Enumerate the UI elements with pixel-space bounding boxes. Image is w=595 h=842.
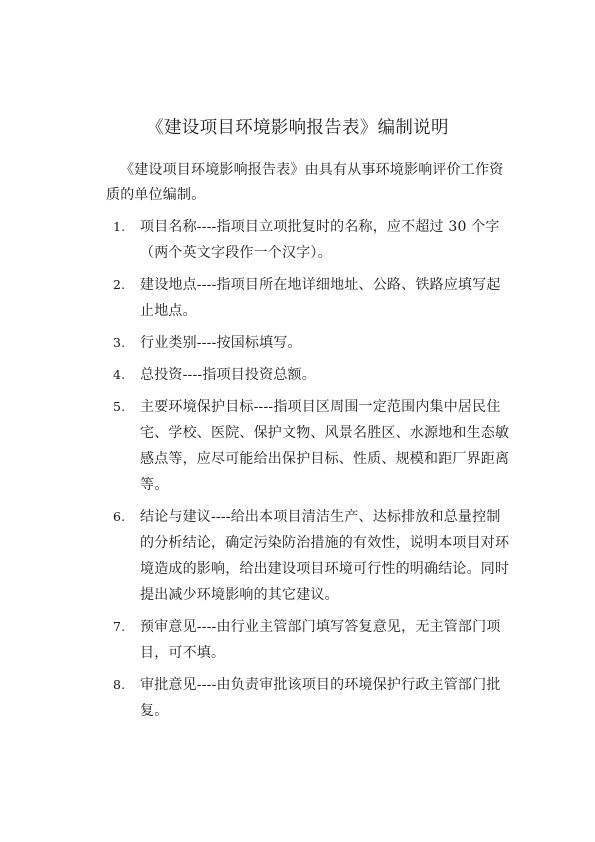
item-text: 预审意见----由行业主管部门填写答复意见，无主管部门项目，可不填。 [140,619,501,661]
item-number: 6. [113,509,126,524]
item-number: 1. [113,219,126,234]
instruction-list [113,214,513,724]
list-item [113,614,513,666]
list-item [113,330,513,356]
item-number: 4. [113,367,126,382]
list-item [113,504,513,608]
item-number: 5. [113,399,126,414]
item-text: 审批意见----由负责审批该项目的环境保护行政主管部门批复。 [140,677,501,719]
list-item [113,214,513,266]
item-text: 建设地点----指项目所在地详细地址、公路、铁路应填写起止地点。 [140,277,501,319]
item-number: 3. [113,335,126,350]
item-text: 总投资----指项目投资总额。 [140,367,316,383]
document-title: 《建设项目环境影响报告表》编制说明 [146,118,449,138]
list-item [113,672,513,724]
list-item [113,394,513,498]
item-number: 7. [113,619,126,634]
item-text: 项目名称----指项目立项批复时的名称，应不超过 30 个字（两个英文字段作一个汉字）。 [140,219,500,261]
item-text: 行业类别----按国标填写。 [140,335,302,351]
item-number: 8. [113,677,126,692]
item-number: 2. [113,277,126,292]
list-item [113,362,513,388]
item-text: 主要环境保护目标----指项目区周围一定范围内集中居民住宅、学校、医院、保护文物、风景名胜区、水源地和生态敏感点等，应尽可能给出保护目标、性质、规模和距厂界距离等。 [140,399,510,493]
item-text: 结论与建议----给出本项目清洁生产、达标排放和总量控制的分析结论，确定污染防治措施的有效性，说明本项目对环境造成的影响，给出建设项目环境可行性的明确结论。同时提出减少环境影响的其它建议。 [140,509,510,603]
intro-paragraph: 《建设项目环境影响报告表》由具有从事环境影响评价工作资质的单位编制。 [106,162,504,203]
list-item [113,272,513,324]
